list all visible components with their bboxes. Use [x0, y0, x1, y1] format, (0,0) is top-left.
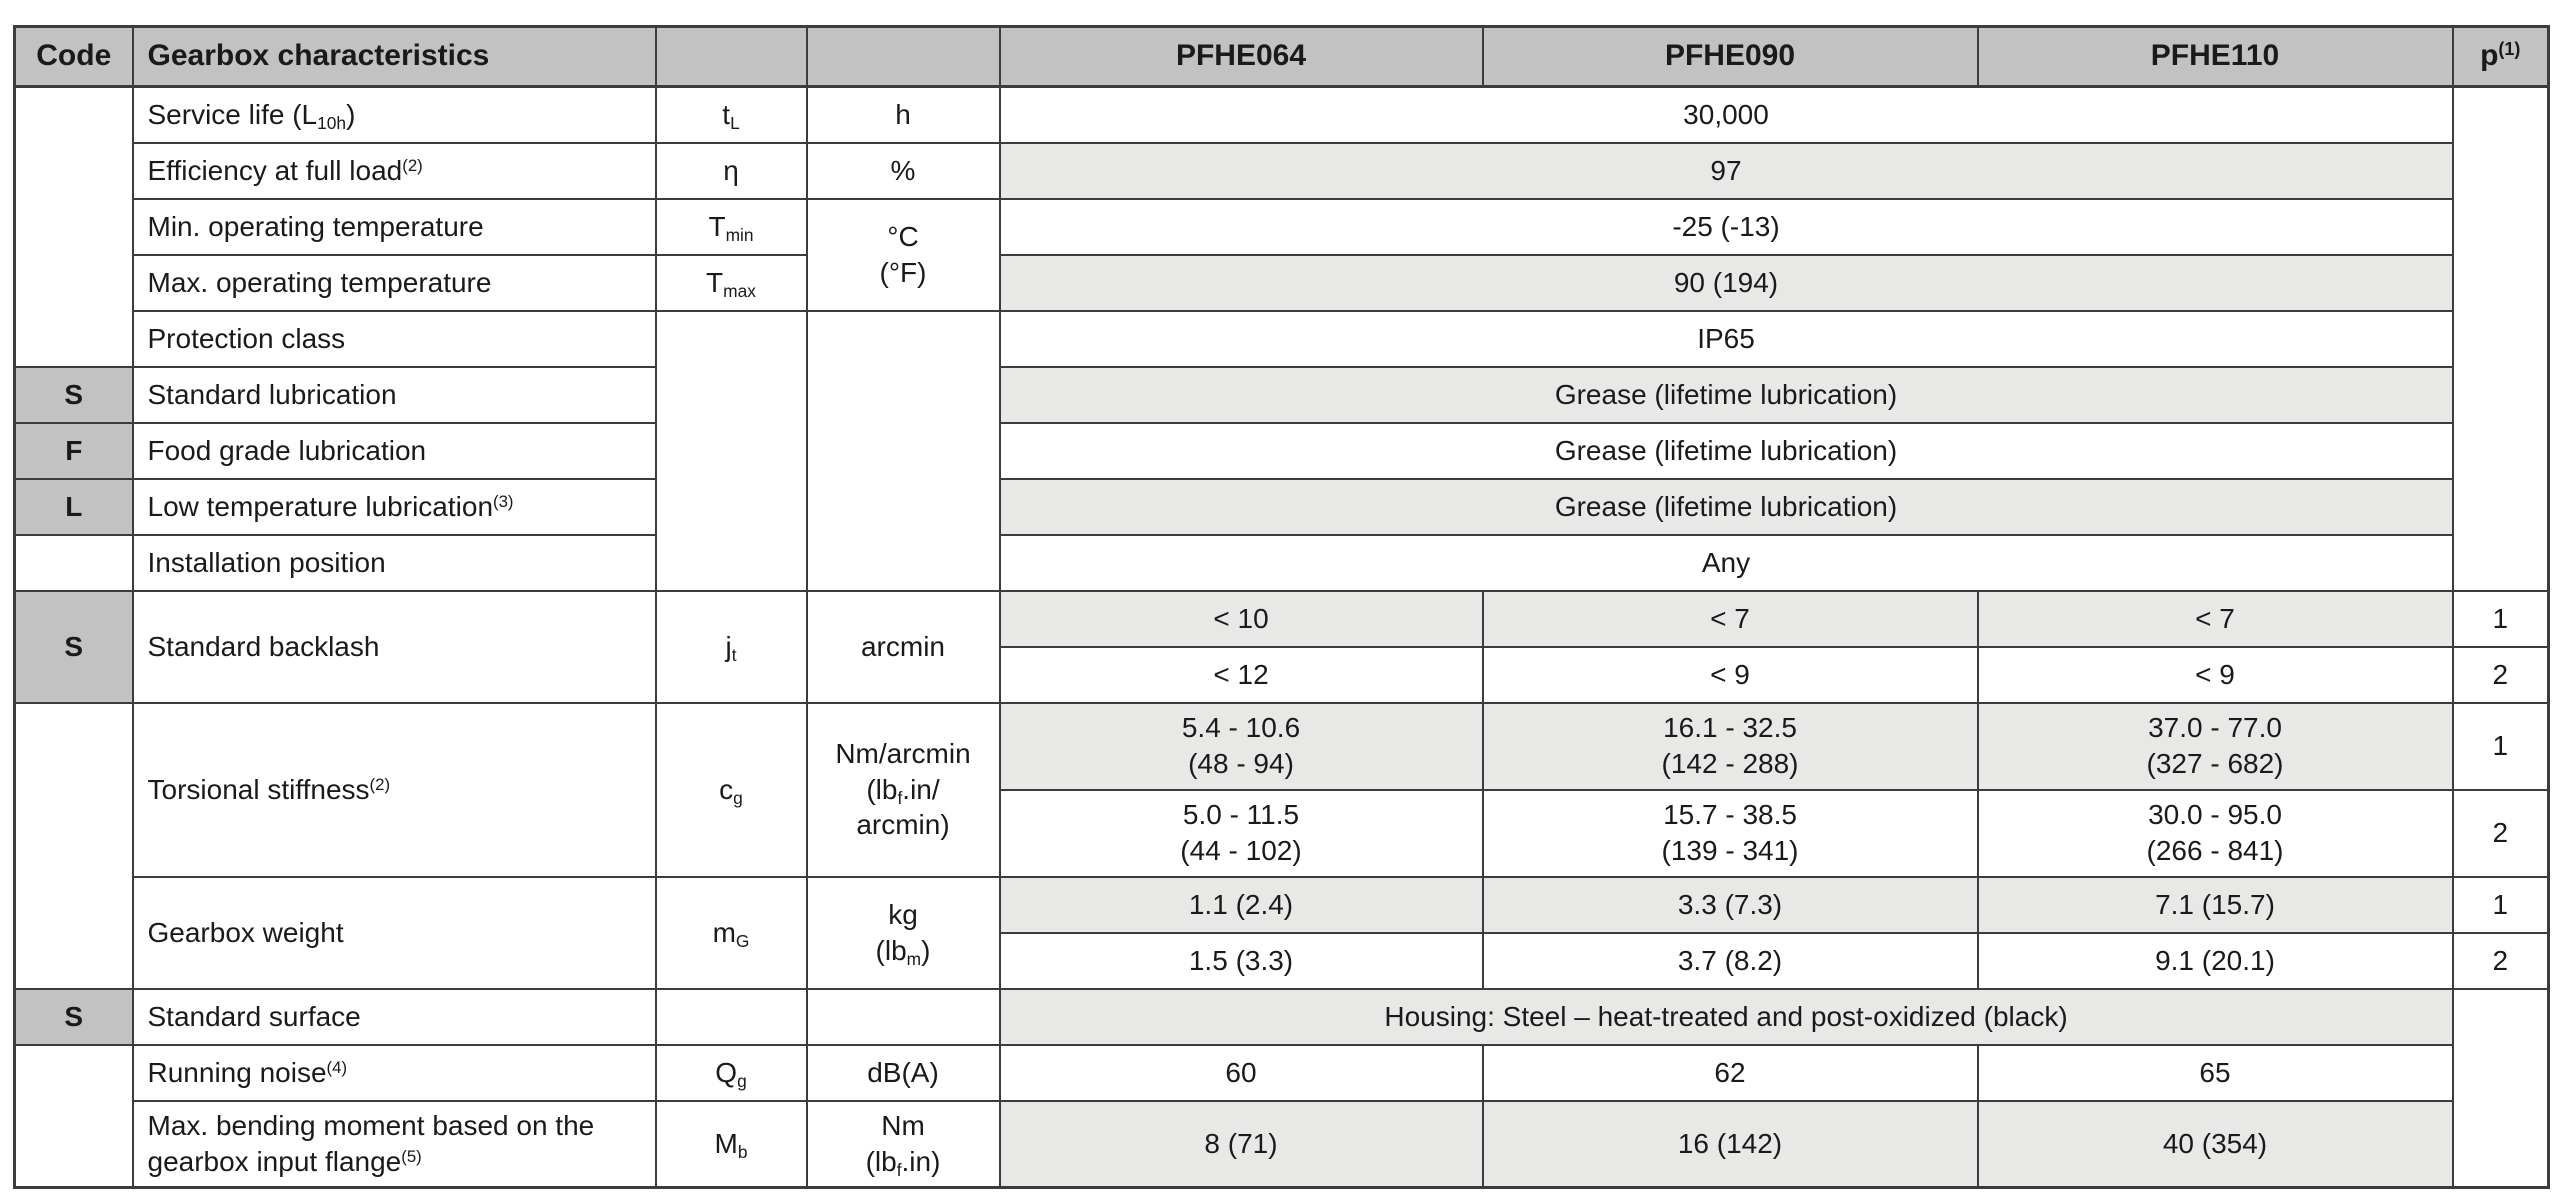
- row-food-grade-lubrication: [15, 423, 2549, 479]
- row-max-bending-moment: [15, 1101, 2549, 1188]
- standard-backlash-unit: arcmin: [807, 591, 1000, 703]
- temperature-unit-line2: (°F): [879, 256, 927, 288]
- standard-backlash-code: S: [15, 591, 133, 703]
- weight-p1-pfhe090: 3.3 (7.3): [1483, 877, 1978, 933]
- max-temperature-label: Max. operating temperature: [133, 255, 656, 311]
- temperature-unit-line1: °C: [887, 220, 919, 252]
- header-p-base: p: [2480, 39, 2499, 73]
- bending-pfhe064: 8 (71): [1000, 1101, 1483, 1188]
- max-temperature-value: 90 (194): [1000, 255, 2453, 311]
- gearbox-weight-label: Gearbox weight: [133, 877, 656, 989]
- backlash-p1-pfhe064: < 10: [1000, 591, 1483, 647]
- service-life-value: 30,000: [1000, 87, 2453, 143]
- standard-surface-unit-empty: [807, 989, 1000, 1045]
- standard-surface-code: S: [15, 989, 133, 1045]
- header-model-pfhe110: PFHE110: [1978, 27, 2453, 87]
- backlash-p2-pfhe090: < 9: [1483, 647, 1978, 703]
- row-standard-backlash-p1: [15, 591, 2549, 647]
- weight-p2-pfhe110: 9.1 (20.1): [1978, 933, 2453, 989]
- row-protection-class: [15, 311, 2549, 367]
- max-bending-moment-symbol: $M_b$: [656, 1101, 807, 1188]
- weight-p1-pfhe064: 1.1 (2.4): [1000, 877, 1483, 933]
- noise-pfhe090: 62: [1483, 1045, 1978, 1101]
- efficiency-label: Efficiency at full load$^{(2)}$: [133, 143, 656, 199]
- stiffness-p1-pfhe110: 37.0 - 77.0 (327 - 682): [1978, 703, 2453, 790]
- weight-p2-stages: 2: [2453, 933, 2549, 989]
- weight-p1-stages: 1: [2453, 877, 2549, 933]
- row-standard-surface: [15, 989, 2549, 1045]
- weight-p2-pfhe090: 3.7 (8.2): [1483, 933, 1978, 989]
- symbol-cell-empty-mid-group: [656, 311, 807, 591]
- backlash-p1-stages: 1: [2453, 591, 2549, 647]
- weight-p2-pfhe064: 1.5 (3.3): [1000, 933, 1483, 989]
- code-cell-empty-stiffness-weight: [15, 703, 133, 989]
- service-life-unit: h: [807, 87, 1000, 143]
- max-bending-moment-label: Max. bending moment based on the gearbox input flange$^{(5)}$: [133, 1101, 656, 1188]
- header-unit-column: [807, 27, 1000, 87]
- backlash-p1-pfhe110: < 7: [1978, 591, 2453, 647]
- bending-pfhe090: 16 (142): [1483, 1101, 1978, 1188]
- header-symbol-column: [656, 27, 807, 87]
- row-min-temperature: [15, 199, 2549, 255]
- standard-lubrication-code: S: [15, 367, 133, 423]
- standard-surface-value: Housing: Steel – heat-treated and post-oxidized (black): [1000, 989, 2453, 1045]
- header-model-pfhe090: PFHE090: [1483, 27, 1978, 87]
- protection-class-label: Protection class: [133, 311, 656, 367]
- header-p: [2453, 27, 2549, 87]
- stiffness-p2-pfhe110: 30.0 - 95.0 (266 - 841): [1978, 790, 2453, 877]
- torsional-stiffness-symbol: $c_g$: [656, 703, 807, 877]
- torsional-stiffness-unit: Nm/arcmin ($lb_f.in/$ arcmin): [807, 703, 1000, 877]
- backlash-p1-pfhe090: < 7: [1483, 591, 1978, 647]
- p-cell-empty-top-group: [2453, 87, 2549, 591]
- food-grade-lubrication-code: F: [15, 423, 133, 479]
- temperature-unit: [807, 199, 1000, 311]
- installation-position-label: Installation position: [133, 535, 656, 591]
- efficiency-symbol: η: [656, 143, 807, 199]
- max-bending-moment-unit: Nm $(lb_f.in)$: [807, 1101, 1000, 1188]
- running-noise-label: Running noise$^{(4)}$: [133, 1045, 656, 1101]
- low-temperature-lubrication-label: Low temperature lubrication$^{(3)}$: [133, 479, 656, 535]
- row-service-life: [15, 87, 2549, 143]
- header-characteristics: Gearbox characteristics: [133, 27, 656, 87]
- row-standard-lubrication: [15, 367, 2549, 423]
- row-max-temperature: [15, 255, 2549, 311]
- table-header-row: [15, 27, 2549, 87]
- efficiency-unit: %: [807, 143, 1000, 199]
- low-temperature-lubrication-code: L: [15, 479, 133, 535]
- row-gearbox-weight-p1: [15, 877, 2549, 933]
- torsional-stiffness-label: Torsional stiffness$^{(2)}$: [133, 703, 656, 877]
- stiffness-p2-pfhe064: 5.0 - 11.5 (44 - 102): [1000, 790, 1483, 877]
- standard-backlash-symbol: $j_t$: [656, 591, 807, 703]
- noise-pfhe064: 60: [1000, 1045, 1483, 1101]
- running-noise-symbol: $Q_g$: [656, 1045, 807, 1101]
- standard-lubrication-value: Grease (lifetime lubrication): [1000, 367, 2453, 423]
- stiffness-p2-pfhe090: 15.7 - 38.5 (139 - 341): [1483, 790, 1978, 877]
- backlash-p2-pfhe110: < 9: [1978, 647, 2453, 703]
- service-life-symbol: $t_L$: [656, 87, 807, 143]
- stiffness-p1-pfhe090: 16.1 - 32.5 (142 - 288): [1483, 703, 1978, 790]
- row-installation-position: [15, 535, 2549, 591]
- stiffness-p1-pfhe064: 5.4 - 10.6 (48 - 94): [1000, 703, 1483, 790]
- min-temperature-symbol: $T_{min}$: [656, 199, 807, 255]
- gearbox-weight-unit: kg $(lb_m)$: [807, 877, 1000, 989]
- row-running-noise: [15, 1045, 2549, 1101]
- backlash-p2-stages: 2: [2453, 647, 2549, 703]
- standard-lubrication-label: Standard lubrication: [133, 367, 656, 423]
- row-efficiency: [15, 143, 2549, 199]
- standard-surface-symbol-empty: [656, 989, 807, 1045]
- running-noise-unit: dB(A): [807, 1045, 1000, 1101]
- stiffness-p1-stages: 1: [2453, 703, 2549, 790]
- max-temperature-symbol: $T_{max}$: [656, 255, 807, 311]
- min-temperature-label: Min. operating temperature: [133, 199, 656, 255]
- gearbox-weight-symbol: $m_G$: [656, 877, 807, 989]
- service-life-label: Service life $(L_{10h})$: [133, 87, 656, 143]
- row-low-temperature-lubrication: [15, 479, 2549, 535]
- header-model-pfhe064: PFHE064: [1000, 27, 1483, 87]
- header-p-superscript: (1): [2498, 39, 2521, 60]
- p-cell-empty-bottom-group: [2453, 989, 2549, 1188]
- gearbox-characteristics-table: [13, 25, 2550, 1189]
- food-grade-lubrication-label: Food grade lubrication: [133, 423, 656, 479]
- low-temperature-lubrication-value: Grease (lifetime lubrication): [1000, 479, 2453, 535]
- protection-class-value: IP65: [1000, 311, 2453, 367]
- installation-position-value: Any: [1000, 535, 2453, 591]
- installation-position-code-empty: [15, 535, 133, 591]
- weight-p1-pfhe110: 7.1 (15.7): [1978, 877, 2453, 933]
- bending-pfhe110: 40 (354): [1978, 1101, 2453, 1188]
- noise-pfhe110: 65: [1978, 1045, 2453, 1101]
- row-torsional-stiffness-p1: [15, 703, 2549, 790]
- efficiency-value: 97: [1000, 143, 2453, 199]
- min-temperature-value: -25 (-13): [1000, 199, 2453, 255]
- food-grade-lubrication-value: Grease (lifetime lubrication): [1000, 423, 2453, 479]
- stiffness-p2-stages: 2: [2453, 790, 2549, 877]
- code-cell-empty-top-group: [15, 87, 133, 367]
- standard-backlash-label: Standard backlash: [133, 591, 656, 703]
- code-cell-empty-bottom-group: [15, 1045, 133, 1188]
- header-code: Code: [15, 27, 133, 87]
- unit-cell-empty-mid-group: [807, 311, 1000, 591]
- backlash-p2-pfhe064: < 12: [1000, 647, 1483, 703]
- standard-surface-label: Standard surface: [133, 989, 656, 1045]
